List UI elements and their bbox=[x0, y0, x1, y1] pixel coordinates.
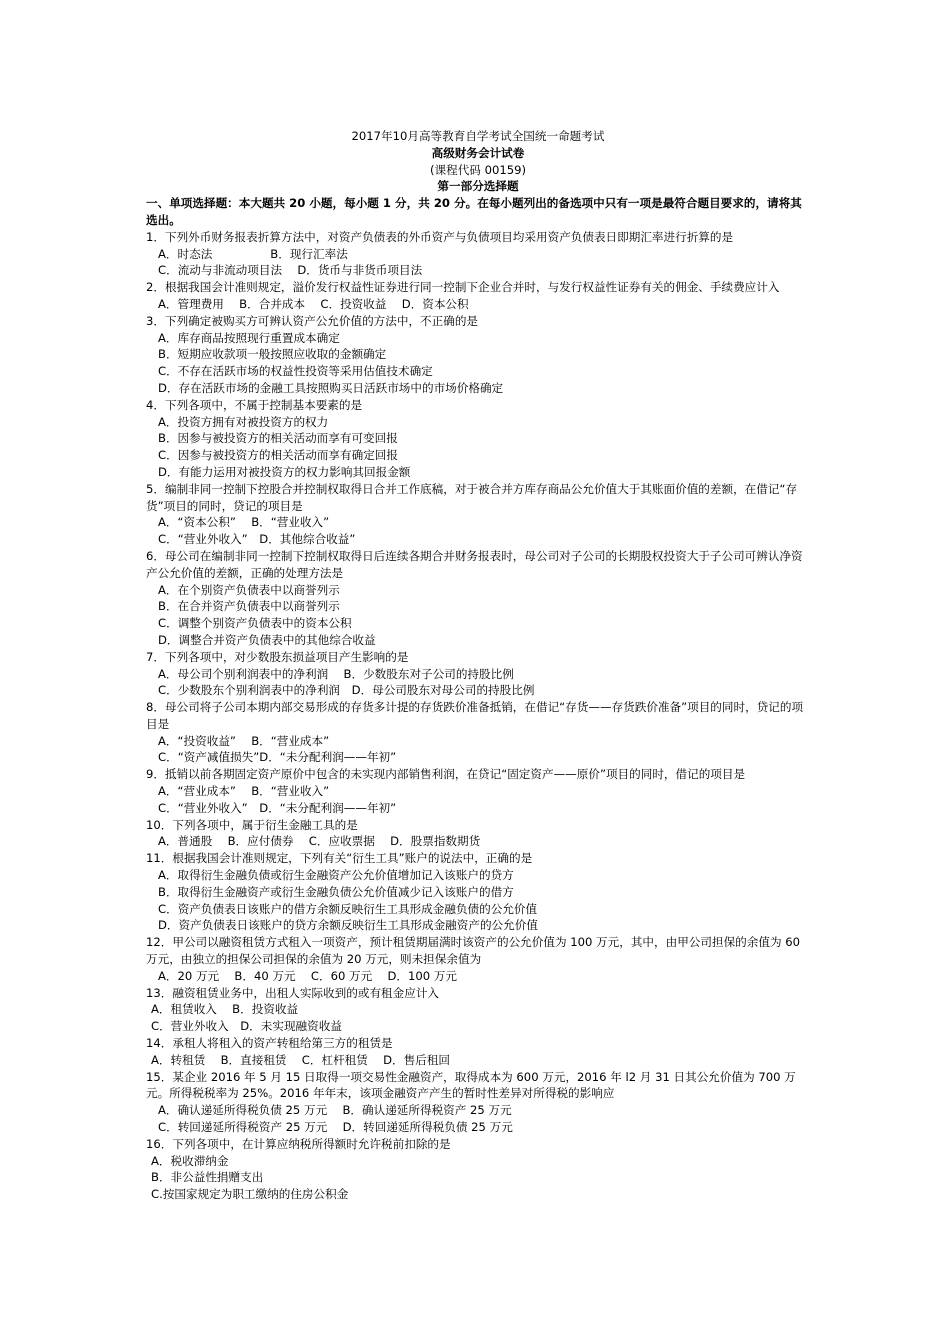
option-line: A．确认递延所得税负债 25 万元 B．确认递延所得税资产 25 万元 bbox=[158, 1103, 512, 1118]
option-line: D．有能力运用对被投资方的权力影响其回报金额 bbox=[158, 464, 411, 479]
question-item bbox=[146, 548, 810, 649]
question-stem: 14．承租人将租入的资产转租给第三方的租赁是 bbox=[146, 1036, 393, 1051]
option-line: A．转租赁 B．直接租赁 C．杠杆租赁 D．售后租回 bbox=[151, 1052, 451, 1067]
option-line: A．母公司个别利润表中的净利润 B．少数股东对子公司的持股比例 bbox=[158, 666, 514, 681]
option-line: B．因参与被投资方的相关活动而享有可变回报 bbox=[158, 431, 398, 446]
exam-title: 2017年10月高等教育自学考试全国统一命题考试 bbox=[351, 129, 605, 143]
question-stem: 10．下列各项中，属于衍生金融工具的是 bbox=[146, 817, 358, 832]
option-line: C．“营业外收入” D．“未分配利润——年初” bbox=[158, 800, 397, 815]
option-line: B．取得衍生金融资产或衍生金融负债公允价值减少记入该账户的借方 bbox=[158, 884, 514, 899]
question-stem: 16．下列各项中，在计算应纳税所得额时允许税前扣除的是 bbox=[146, 1136, 451, 1151]
option-line: B．非公益性捐赠支出 bbox=[151, 1170, 264, 1185]
question-list bbox=[146, 229, 810, 1203]
option-line: A．“投资收益” B．“营业成本” bbox=[158, 733, 330, 748]
option-line: C．“资产减值损失”D．“未分配利润——年初” bbox=[158, 750, 397, 765]
question-stem: 8．母公司将子公司本期内部交易形成的存货多计提的存货跌价准备抵销，在借记“存货——存货跌价准备”项目的同时，贷记的项目是 bbox=[146, 700, 804, 731]
question-item bbox=[146, 481, 810, 548]
option-line: D．资产负债表日该账户的贷方余额反映衍生工具形成金融资产的公允价值 bbox=[158, 918, 538, 933]
option-line: A．在个别资产负债表中以商誉列示 bbox=[158, 582, 340, 597]
question-stem: 2．根据我国会计准则规定，溢价发行权益性证券进行同一控制下企业合并时，与发行权益性证券有关的佣金、手续费应计入 bbox=[146, 280, 780, 295]
question-item bbox=[146, 1035, 810, 1069]
question-item bbox=[146, 817, 810, 851]
option-line: C．“营业外收入” D．其他综合收益” bbox=[158, 532, 356, 547]
option-line: C．少数股东个别利润表中的净利润 D．母公司股东对母公司的持股比例 bbox=[158, 683, 535, 698]
question-item bbox=[146, 649, 810, 699]
question-stem: 7．下列各项中，对少数股东损益项目产生影响的是 bbox=[146, 649, 409, 664]
option-line: A．“资本公积” B．“营业收入” bbox=[158, 515, 330, 530]
option-line: A．租赁收入 B．投资收益 bbox=[151, 1002, 299, 1017]
option-line: D．调整合并资产负债表中的其他综合收益 bbox=[158, 632, 376, 647]
question-stem: 1．下列外币财务报表折算方法中，对资产负债表的外币资产与负债项目均采用资产负债表日即期汇率进行折算的是 bbox=[146, 229, 734, 244]
question-stem: 11．根据我国会计准则规定，下列有关“衍生工具”账户的说法中，正确的是 bbox=[146, 851, 533, 866]
question-item bbox=[146, 1069, 810, 1136]
option-line: A．取得衍生金融负债或衍生金融资产公允价值增加记入该账户的贷方 bbox=[158, 868, 514, 883]
question-stem: 4．下列各项中，不属于控制基本要素的是 bbox=[146, 397, 363, 412]
option-line: A．管理费用 B．合并成本 C．投资收益 D．资本公积 bbox=[158, 296, 469, 311]
option-line: A．“营业成本” B．“营业收入” bbox=[158, 784, 330, 799]
question-stem: 3．下列确定被购买方可辨认资产公允价值的方法中，不正确的是 bbox=[146, 313, 479, 328]
question-item bbox=[146, 934, 810, 984]
option-line: C．营业外收入 D．未实现融资收益 bbox=[151, 1019, 342, 1034]
question-stem: 5．编制非同一控制下控股合并控制权取得日合并工作底稿，对于被合并方库存商品公允价值大于其账面价值的差额，在借记“存货”项目的同时，贷记的项目是 bbox=[146, 481, 798, 513]
option-line: B．在合并资产负债表中以商誉列示 bbox=[158, 599, 340, 614]
question-stem: 15．某企业 2016 年 5 月 15 日取得一项交易性金融资产，取得成本为 600 万元，2016 年 l2 月 31 日其公允价值为 700 万元。所得税税率为 25%。2016 年年末，该项金融资产产生的暂时性差异对所得税的影响应 bbox=[146, 1069, 796, 1101]
option-line: C．调整个别资产负债表中的资本公积 bbox=[158, 616, 352, 631]
question-stem: 13．融资租赁业务中，出租人实际收到的或有租金应计入 bbox=[146, 985, 440, 1000]
option-line: C．不存在活跃市场的权益性投资等采用估值技术确定 bbox=[158, 364, 433, 379]
question-stem: 9．抵销以前各期固定资产原价中包含的未实现内部销售利润，在贷记“固定资产——原价”项目的同时，借记的项目是 bbox=[146, 767, 746, 782]
option-line: C．因参与被投资方的相关活动而享有确定回报 bbox=[158, 448, 398, 463]
course-code: (课程代码 00159) bbox=[430, 162, 526, 177]
option-line: D．存在活跃市场的金融工具按照购买日活跃市场中的市场价格确定 bbox=[158, 380, 504, 395]
question-item bbox=[146, 313, 810, 397]
option-line: C．流动与非流动项目法 D．货币与非货币项目法 bbox=[158, 263, 423, 278]
option-line: C．转回递延所得税资产 25 万元 D．转回递延所得税负债 25 万元 bbox=[158, 1120, 513, 1135]
part-title: 第一部分选择题 bbox=[437, 179, 519, 194]
option-line: A．库存商品按照现行重置成本确定 bbox=[158, 330, 340, 345]
question-item bbox=[146, 229, 810, 279]
option-line: A．税收滞纳金 bbox=[151, 1153, 229, 1168]
question-item bbox=[146, 766, 810, 816]
option-line: B．短期应收款项一般按照应收取的金额确定 bbox=[158, 347, 387, 362]
question-item bbox=[146, 850, 810, 934]
option-line: A．时态法 B．现行汇率法 bbox=[158, 246, 348, 261]
option-line: A．投资方拥有对被投资方的权力 bbox=[158, 414, 329, 429]
subject-title: 高级财务会计试卷 bbox=[431, 145, 525, 160]
option-line: A．普通股 B．应付债券 C．应收票据 D．股票指数期货 bbox=[158, 834, 481, 849]
option-line: A．20 万元 B．40 万元 C．60 万元 D．100 万元 bbox=[158, 968, 457, 983]
section-instruction: 一、单项选择题：本大题共 20 小题，每小题 1 分，共 20 分。在每小题列出的备选项中只有一项是最符合题目要求的，请将其选出。 bbox=[146, 196, 802, 227]
option-line: C.按国家规定为职工缴纳的住房公积金 bbox=[151, 1187, 349, 1202]
question-stem: 12．甲公司以融资租赁方式租入一项资产，预计租赁期届满时该资产的公允价值为 100 万元，其中，由甲公司担保的余值为 60 万元，由独立的担保公司担保的余值为 20 万元，则未担保余值为 bbox=[146, 935, 800, 967]
exam-page bbox=[146, 128, 810, 1203]
question-item bbox=[146, 1136, 810, 1203]
question-item bbox=[146, 397, 810, 481]
question-stem: 6．母公司在编制非同一控制下控制权取得日后连续各期合并财务报表时，母公司对子公司的长期股权投资大于子公司可辨认净资产公允价值的差额，正确的处理方法是 bbox=[146, 548, 803, 580]
question-item bbox=[146, 699, 810, 766]
option-line: C．资产负债表日该账户的借方余额反映衍生工具形成金融负债的公允价值 bbox=[158, 901, 538, 916]
question-item bbox=[146, 985, 810, 1035]
question-item bbox=[146, 279, 810, 313]
